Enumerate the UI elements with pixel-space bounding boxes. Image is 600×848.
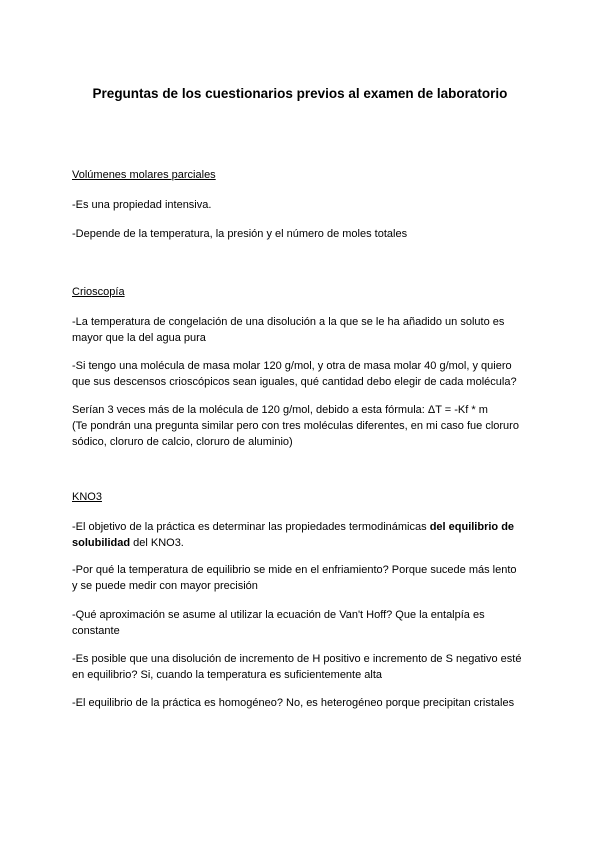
paragraph xyxy=(72,314,532,346)
paragraph xyxy=(72,651,532,683)
paragraph xyxy=(72,402,532,450)
text-line xyxy=(72,519,532,535)
bold-text: solubilidad xyxy=(72,537,131,549)
section-heading-volumenes: Volúmenes molares parciales xyxy=(72,169,216,181)
text-line: -Depende de la temperatura, la presión y el número de moles totales xyxy=(72,228,408,240)
paragraph xyxy=(72,607,532,639)
text-line: -Es posible que una disolución de incremento de H positivo e incremento de S negativo esté xyxy=(72,653,522,665)
paragraph xyxy=(72,562,532,594)
text-line: -La temperatura de congelación de una disolución a la que se le ha añadido un soluto es xyxy=(72,316,505,328)
text-line: -Qué aproximación se asume al utilizar la ecuación de Van't Hoff? Que la entalpía es xyxy=(72,609,485,621)
section-heading-kno3: KNO3 xyxy=(72,491,102,503)
paragraph xyxy=(72,358,532,390)
text-line: que sus descensos crioscópicos sean iguales, qué cantidad debo elegir de cada molécula? xyxy=(72,376,517,388)
text-span: del KNO3. xyxy=(130,537,184,549)
text-line: y se puede medir con mayor precisión xyxy=(72,580,258,592)
text-line: -Es una propiedad intensiva. xyxy=(72,199,212,211)
paragraph xyxy=(72,197,532,213)
text-line: Serían 3 veces más de la molécula de 120 g/mol, debido a esta fórmula: ΔT = -Kf * m xyxy=(72,404,488,416)
paragraph xyxy=(72,519,532,551)
text-line xyxy=(72,535,532,551)
text-line: (Te pondrán una pregunta similar pero con tres moléculas diferentes, en mi caso fue cloruro xyxy=(72,420,519,432)
paragraph xyxy=(72,226,532,242)
text-line: mayor que la del agua pura xyxy=(72,332,206,344)
text-line: sódico, cloruro de calcio, cloruro de aluminio) xyxy=(72,436,293,448)
text-line: -Si tengo una molécula de masa molar 120 g/mol, y otra de masa molar 40 g/mol, y quiero xyxy=(72,360,512,372)
text-line: -El equilibrio de la práctica es homogéneo? No, es heterogéneo porque precipitan cristales xyxy=(72,697,515,709)
text-line: -Por qué la temperatura de equilibrio se mide en el enfriamiento? Porque sucede más lento xyxy=(72,564,517,576)
paragraph xyxy=(72,695,532,711)
bold-text: del equilibrio de xyxy=(429,521,515,533)
section-heading-crioscopia: Crioscopía xyxy=(72,286,125,298)
text-line: constante xyxy=(72,625,120,637)
text-span: -El objetivo de la práctica es determinar las propiedades termodinámicas xyxy=(72,521,430,533)
text-line: en equilibrio? Si, cuando la temperatura es suficientemente alta xyxy=(72,669,383,681)
document-title: Preguntas de los cuestionarios previos al examen de laboratorio xyxy=(92,86,508,101)
